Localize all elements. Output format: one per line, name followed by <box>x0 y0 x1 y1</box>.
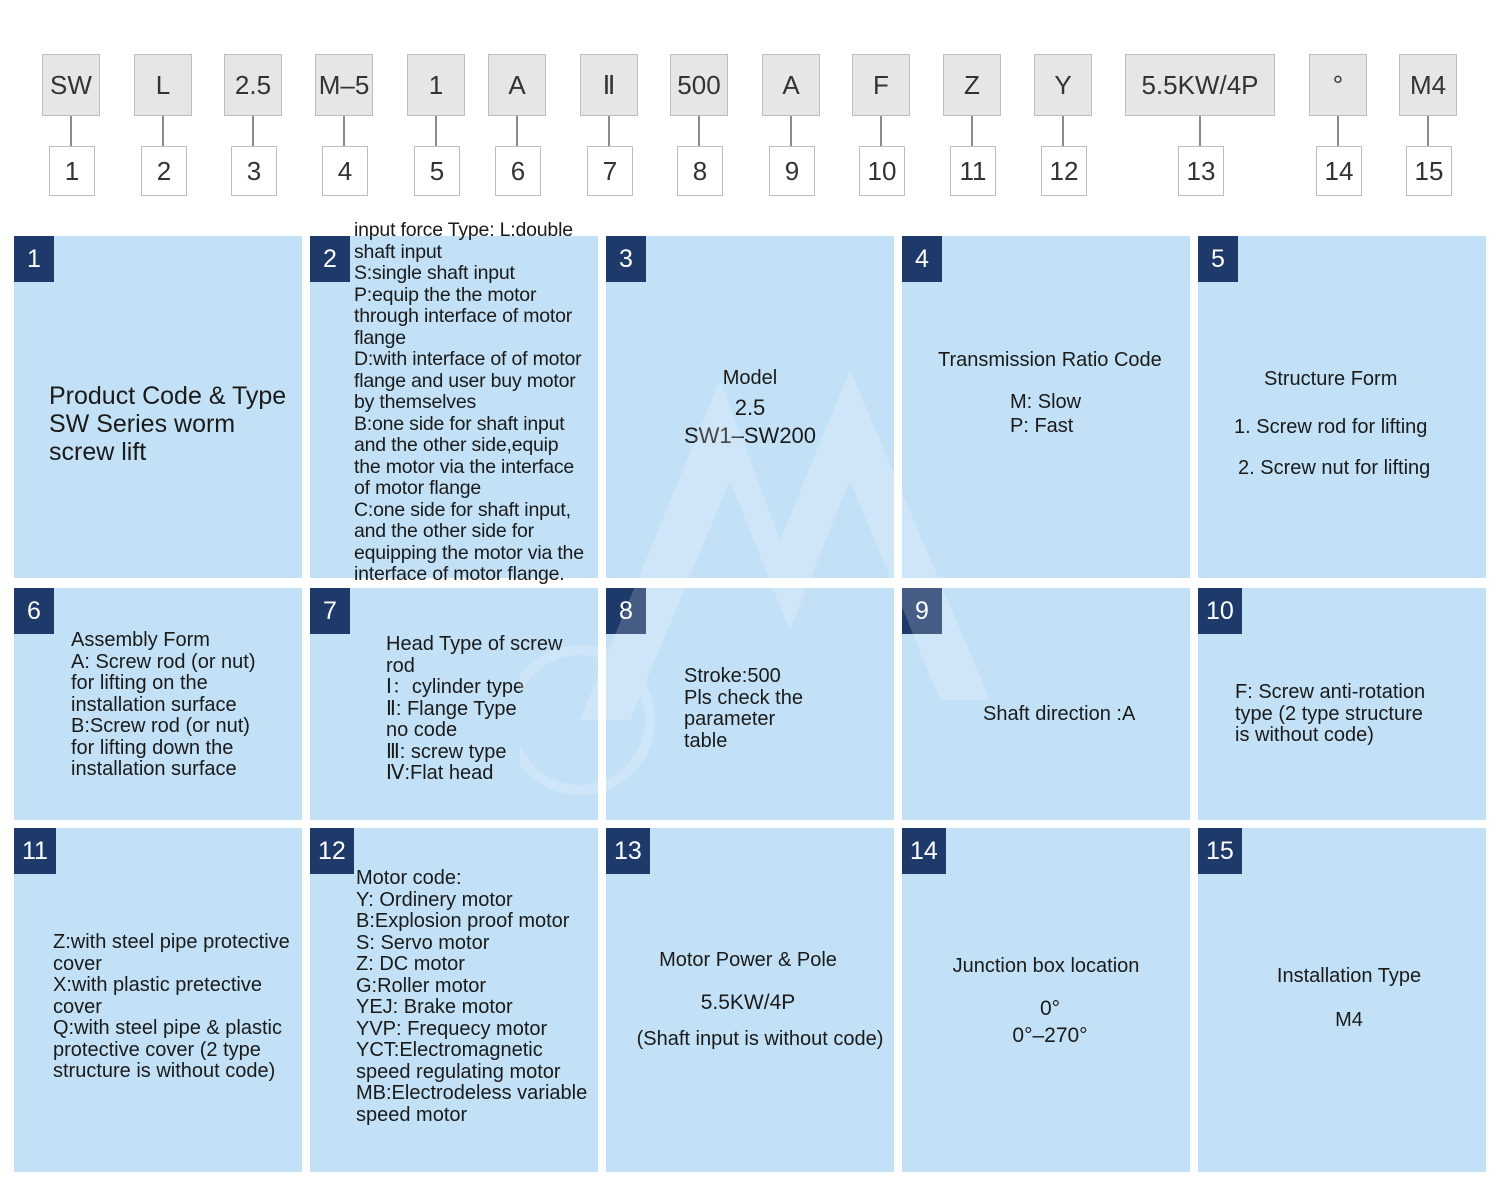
text-line: M: Slow <box>1010 390 1082 413</box>
connector <box>880 116 882 146</box>
text-line: speed regulating motor <box>356 1060 561 1083</box>
connector <box>790 116 792 146</box>
text-line: Q:with steel pipe & plastic <box>53 1017 282 1039</box>
text-line: S:single shaft input <box>354 262 515 284</box>
text-line: and the other side,equip <box>354 434 559 456</box>
cell-3 <box>606 236 894 578</box>
num-box-4: 4 <box>322 146 368 196</box>
cell-1-text <box>49 382 286 466</box>
text-line: flange <box>354 326 406 349</box>
text-line: the motor via the interface <box>354 455 575 478</box>
text-line: G:Roller motor <box>356 974 487 997</box>
text-line: Z:with steel pipe protective <box>53 931 290 953</box>
text-line: speed motor <box>356 1103 468 1126</box>
connector <box>1199 116 1201 146</box>
text-line: type (2 type structure <box>1235 702 1423 725</box>
text-line: MB:Electrodeless variable <box>356 1082 588 1104</box>
cell-14 <box>902 828 1190 1172</box>
code-box-1: SW <box>42 54 100 116</box>
text-line: cover <box>53 995 102 1018</box>
text-line: B:Screw rod (or nut) <box>71 715 250 737</box>
cell-4 <box>902 236 1190 578</box>
text-line: for lifting on the <box>71 672 208 694</box>
cell-7-text <box>386 634 562 785</box>
connector <box>1062 116 1064 146</box>
connector <box>343 116 345 146</box>
code-box-5: 1 <box>407 54 465 116</box>
text-line: B:one side for shaft input <box>354 412 565 435</box>
cell-number-badge: 15 <box>1198 828 1242 874</box>
cell-12-text <box>356 868 587 1126</box>
connector <box>435 116 437 146</box>
text-line: F: Screw anti-rotation <box>1235 681 1426 703</box>
cell-11-text <box>53 932 290 1083</box>
num-box-9: 9 <box>769 146 815 196</box>
cell-title: Junction box location <box>952 955 1140 977</box>
cell-13 <box>606 828 894 1172</box>
text-line: cover <box>53 952 102 975</box>
text-line: D:with interface of of motor <box>354 348 582 370</box>
cell-13-text <box>606 950 914 1051</box>
num-box-7: 7 <box>587 146 633 196</box>
cell-5-text <box>1234 369 1474 480</box>
text-line: flange and user buy motor <box>354 369 576 392</box>
text-line: 2.5 <box>734 394 766 420</box>
code-box-4: M–5 <box>315 54 373 116</box>
text-line: 5.5KW/4P <box>700 990 796 1014</box>
cell-number-badge: 13 <box>606 828 650 874</box>
text-line: A: Screw rod (or nut) <box>71 650 256 673</box>
num-box-8: 8 <box>677 146 723 196</box>
text-line: for lifting down the <box>71 736 234 759</box>
num-box-2: 2 <box>141 146 187 196</box>
text-line: structure is without code) <box>53 1060 276 1082</box>
cell-title: Transmission Ratio Code <box>938 349 1162 371</box>
num-box-12: 12 <box>1041 146 1087 196</box>
text-line: Y: Ordinery motor <box>356 888 513 911</box>
text-line: X:with plastic pretective <box>53 974 262 996</box>
text-line: protective cover (2 type <box>53 1038 261 1061</box>
text-line: installation surface <box>71 693 237 716</box>
cell-15 <box>1198 828 1486 1172</box>
text-line: SW Series worm <box>49 410 236 438</box>
text-line: through interface of motor <box>354 305 573 327</box>
code-box-14: ° <box>1309 54 1367 116</box>
code-box-7: Ⅱ <box>580 54 638 116</box>
cell-number-badge: 8 <box>606 588 646 634</box>
cell-number-badge: 4 <box>902 236 942 282</box>
text-line: screw lift <box>49 438 147 466</box>
cell-8 <box>606 588 894 820</box>
text-line: of motor flange <box>354 477 482 499</box>
cell-1 <box>14 236 302 578</box>
text-line: YCT:Electromagnetic <box>356 1039 543 1061</box>
cell-10 <box>1198 588 1486 820</box>
text-line: YVP: Frequecy motor <box>356 1017 548 1040</box>
text-line: M4 <box>1335 1008 1363 1031</box>
text-line: Stroke:500 <box>684 665 781 687</box>
cell-number-badge: 11 <box>14 828 56 874</box>
num-box-3: 3 <box>231 146 277 196</box>
text-line: rod <box>386 654 415 677</box>
code-box-6: A <box>488 54 546 116</box>
cell-title: Model <box>722 367 778 389</box>
num-box-10: 10 <box>859 146 905 196</box>
code-box-2: L <box>134 54 192 116</box>
cell-4-text <box>938 350 1162 438</box>
text-line: 0°–270° <box>1012 1023 1088 1047</box>
cell-9 <box>902 588 1190 820</box>
cell-6-text <box>71 630 256 781</box>
text-line: and the other side for <box>354 520 534 542</box>
text-line: by themselves <box>354 391 477 413</box>
cell-number-badge: 12 <box>310 828 354 874</box>
text-line: equipping the motor via the <box>354 541 584 564</box>
text-line: Motor code: <box>356 867 462 889</box>
cell-7 <box>310 588 598 820</box>
text-line: interface of motor flange. <box>354 563 565 585</box>
text-line: installation surface <box>71 758 237 780</box>
cell-15-text <box>1198 966 1500 1031</box>
text-line: C:one side for shaft input, <box>354 498 571 521</box>
text-line: SW1–SW200 <box>683 422 817 448</box>
num-box-14: 14 <box>1316 146 1362 196</box>
cell-number-badge: 5 <box>1198 236 1238 282</box>
text-line: is without code) <box>1235 724 1374 746</box>
cell-title: Installation Type <box>1276 965 1422 987</box>
num-box-11: 11 <box>950 146 996 196</box>
text-line: Assembly Form <box>71 629 210 651</box>
text-line: P:equip the the motor <box>354 283 537 306</box>
cell-title: Structure Form <box>1264 368 1398 390</box>
text-line: 2. Screw nut for lifting <box>1238 457 1431 479</box>
cell-number-badge: 6 <box>14 588 54 634</box>
code-box-13: 5.5KW/4P <box>1125 54 1275 116</box>
text-line: Product Code & Type <box>49 382 287 410</box>
text-line: shaft input <box>354 240 442 263</box>
cell-number-badge: 7 <box>310 588 350 634</box>
num-box-5: 5 <box>414 146 460 196</box>
text-line: S: Servo motor <box>356 931 490 954</box>
cell-2-text <box>354 220 584 586</box>
text-line: B:Explosion proof motor <box>356 910 570 932</box>
text-line: Ⅲ: screw type <box>386 740 507 763</box>
cell-11 <box>14 828 302 1172</box>
num-box-1: 1 <box>49 146 95 196</box>
text-line: Head Type of screw <box>386 633 563 655</box>
code-box-8: 500 <box>670 54 728 116</box>
text-line: input force Type: L:double <box>354 219 573 241</box>
cell-10-text <box>1235 682 1425 747</box>
text-line: Shaft direction :A <box>983 703 1136 725</box>
code-box-15: M4 <box>1399 54 1457 116</box>
text-line: 1. Screw rod for lifting <box>1234 415 1428 438</box>
text-line: (Shaft input is without code) <box>636 1028 884 1050</box>
connector <box>70 116 72 146</box>
text-line: no code <box>386 719 458 741</box>
text-line: Ⅱ: Flange Type <box>386 697 517 720</box>
cell-number-badge: 10 <box>1198 588 1242 634</box>
connector <box>516 116 518 146</box>
num-box-6: 6 <box>495 146 541 196</box>
cell-title: Motor Power & Pole <box>659 949 837 971</box>
cell-5 <box>1198 236 1486 578</box>
connector <box>162 116 164 146</box>
code-box-12: Y <box>1034 54 1092 116</box>
text-line: YEJ: Brake motor <box>356 996 513 1018</box>
connector <box>252 116 254 146</box>
cell-14-text <box>902 956 1198 1050</box>
num-box-15: 15 <box>1406 146 1452 196</box>
cell-number-badge: 3 <box>606 236 646 282</box>
cell-number-badge: 9 <box>902 588 942 634</box>
text-line: 0° <box>1039 996 1061 1020</box>
connector <box>1337 116 1339 146</box>
text-line: P: Fast <box>1010 415 1074 437</box>
code-box-3: 2.5 <box>224 54 282 116</box>
cell-3-text <box>606 368 894 450</box>
text-line: parameter <box>684 708 776 730</box>
cell-6 <box>14 588 302 820</box>
cell-number-badge: 2 <box>310 236 350 282</box>
connector <box>1427 116 1429 146</box>
connector <box>971 116 973 146</box>
connector <box>698 116 700 146</box>
text-line: Z: DC motor <box>356 953 465 975</box>
text-line: Ⅳ:Flat head <box>386 762 494 784</box>
cell-12 <box>310 828 598 1172</box>
text-line: table <box>684 729 728 752</box>
code-box-10: F <box>852 54 910 116</box>
cell-number-badge: 1 <box>14 236 54 282</box>
cell-number-badge: 14 <box>902 828 946 874</box>
cell-8-text <box>684 666 803 752</box>
code-box-9: A <box>762 54 820 116</box>
text-line: Pls check the <box>684 686 803 709</box>
cell-9-text <box>983 704 1135 726</box>
num-box-13: 13 <box>1178 146 1224 196</box>
text-line: Ⅰ：cylinder type <box>386 676 525 698</box>
connector <box>608 116 610 146</box>
code-box-11: Z <box>943 54 1001 116</box>
